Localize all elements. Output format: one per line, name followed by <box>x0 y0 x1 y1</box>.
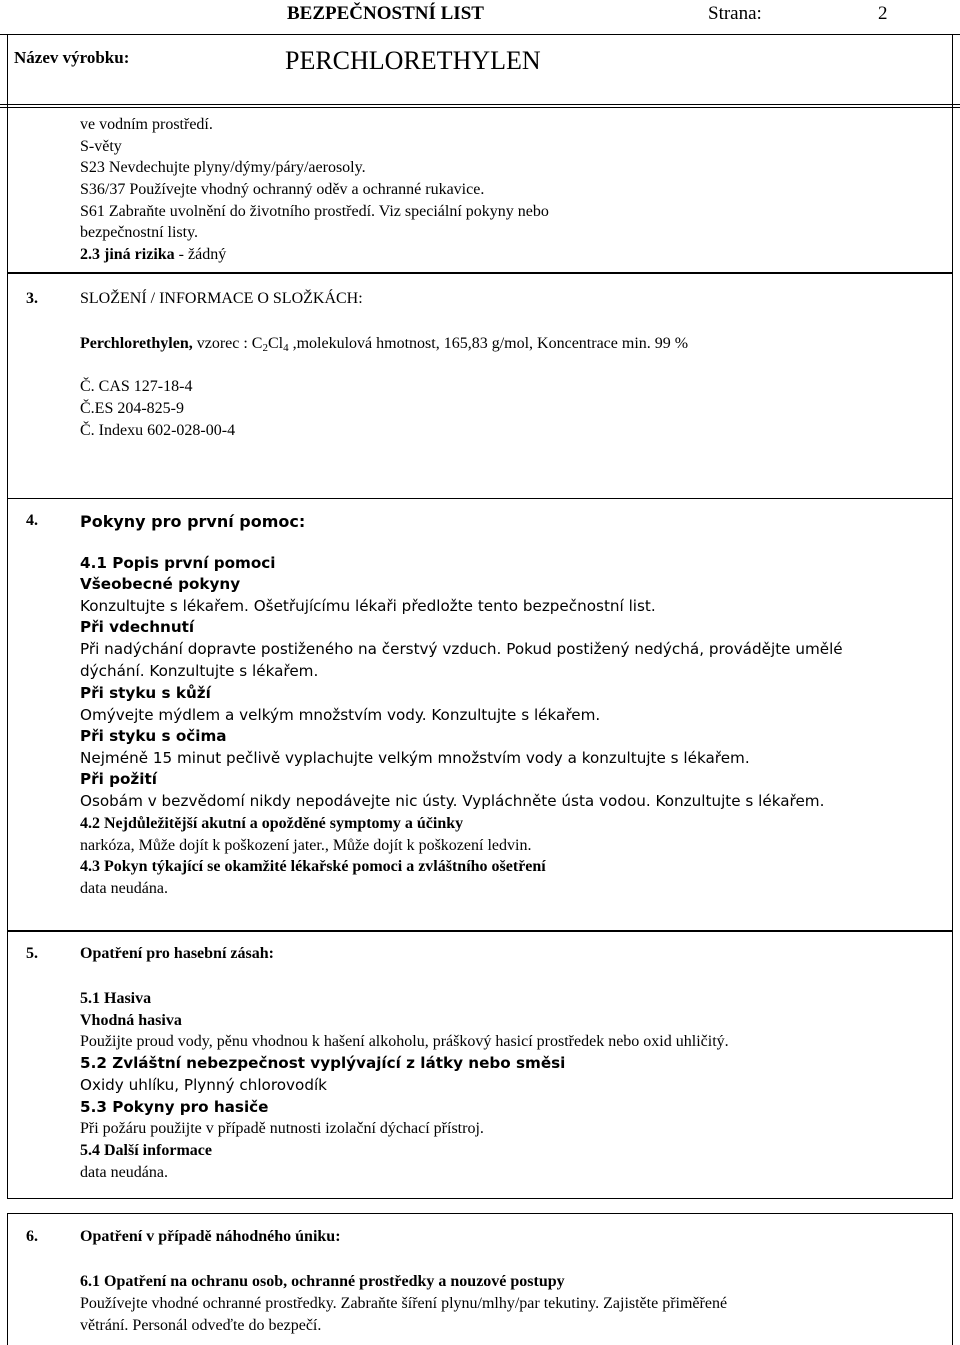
sec2-line-5: S61 Zabraňte uvolnění do životního prostředí. Viz speciální pokyny nebo <box>80 203 549 220</box>
sec5-number: 5. <box>26 945 38 962</box>
sec5-4-text: data neudána. <box>80 1164 168 1181</box>
sec3-composition <box>80 333 688 355</box>
sec4-ingestion-text: Osobám v bezvědomí nikdy nepodávejte nic ústy. Vypláchněte ústa vodou. Konzultujte s lékařem. <box>80 792 825 810</box>
sec5-3-text: Při požáru použijte v případě nutnosti izolační dýchací přístroj. <box>80 1120 484 1137</box>
sec4-general-title: Všeobecné pokyny <box>80 575 241 593</box>
sec4-1-title: 4.1 Popis první pomoci <box>80 554 276 572</box>
sec4-skin-title: Při styku s kůží <box>80 684 211 702</box>
sec6-title: Opatření v případě náhodného úniku: <box>80 1228 341 1245</box>
sec6-1-text-1: Používejte vhodné ochranné prostředky. Zabraňte šíření plynu/mlhy/par tekutiny. Zajistěte přiměřené <box>80 1295 728 1312</box>
sec4-3-text: data neudána. <box>80 880 168 897</box>
es-number: Č.ES 204-825-9 <box>80 400 184 417</box>
sec4-inhalation-title: Při vdechnutí <box>80 618 195 636</box>
sec5-2-text: Oxidy uhlíku, Plynný chlorovodík <box>80 1076 327 1094</box>
sec3-title: SLOŽENÍ / INFORMACE O SLOŽKÁCH: <box>80 290 363 307</box>
sec4-ingestion-title: Při požití <box>80 770 157 788</box>
formula-sub-2: 4 <box>283 342 289 354</box>
frame-right <box>952 34 953 108</box>
sec4-2-title: 4.2 Nejdůležitější akutní a opožděné symptomy a účinky <box>80 815 464 832</box>
formula-mid: Cl <box>267 335 284 352</box>
sec5-suitable-title: Vhodná hasiva <box>80 1012 182 1029</box>
sec6-1-title: 6.1 Opatření na ochranu osob, ochranné prostředky a nouzové postupy <box>80 1273 565 1290</box>
header-rule-double-1 <box>0 104 960 105</box>
sec2-line-3: S23 Nevdechujte plyny/dýmy/páry/aerosoly. <box>80 159 366 176</box>
sec2-line-2: S-věty <box>80 138 122 155</box>
sec4-skin-text: Omývejte mýdlem a velkým množstvím vody. Konzultujte s lékařem. <box>80 706 601 724</box>
product-label: Název výrobku: <box>14 48 130 67</box>
sec3-number: 3. <box>26 290 38 307</box>
sec4-eye-title: Při styku s očima <box>80 727 227 745</box>
formula-sub-1: 2 <box>262 342 268 354</box>
sec4-2-text: narkóza, Může dojít k poškození jater., Může dojít k poškození ledvin. <box>80 837 532 854</box>
sec4-title: Pokyny pro první pomoc: <box>80 512 306 531</box>
index-number: Č. Indexu 602-028-00-4 <box>80 422 236 439</box>
sec5-3-title: 5.3 Pokyny pro hasiče <box>80 1098 269 1116</box>
substance-name: Perchlorethylen, <box>80 335 193 352</box>
sec4-inhalation-text-1: Při nadýchání dopravte postiženého na čerstvý vzduch. Pokud postižený nedýchá, provádějte umělé <box>80 640 843 658</box>
formula-prefix: vzorec : C <box>192 335 263 352</box>
sec5-4-title: 5.4 Další informace <box>80 1142 212 1159</box>
sec2-line-6: bezpečnostní listy. <box>80 224 199 241</box>
sec2-line-4: S36/37 Používejte vhodný ochranný oděv a ochranné rukavice. <box>80 181 485 198</box>
other-hazards-title: 2.3 jiná rizika <box>80 246 175 263</box>
sec4-3-title: 4.3 Pokyn týkající se okamžité lékařské pomoci a zvláštního ošetření <box>80 858 546 875</box>
sec6-1-text-2: větrání. Personál odveďte do bezpečí. <box>80 1317 322 1334</box>
other-hazards-value: - žádný <box>174 246 227 263</box>
sec4-eye-text: Nejméně 15 minut pečlivě vyplachujte velkým množstvím vody a konzultujte s lékařem. <box>80 749 750 767</box>
page-label: Strana: <box>708 3 762 24</box>
page-number: 2 <box>878 3 888 24</box>
sec2-other-hazards <box>80 244 226 266</box>
frame-left <box>7 34 8 108</box>
sec5-suitable-text: Použijte proud vody, pěnu vhodnou k hašení alkoholu, práškový hasicí prostředek nebo oxid uhličitý. <box>80 1033 729 1050</box>
header-rule-top <box>0 34 960 35</box>
sec5-1-title: 5.1 Hasiva <box>80 990 152 1007</box>
sec5-title: Opatření pro hasební zásah: <box>80 945 274 962</box>
sec4-general-text: Konzultujte s lékařem. Ošetřujícímu lékaři předložte tento bezpečnostní list. <box>80 597 656 615</box>
document-title: BEZPEČNOSTNÍ LIST <box>287 3 484 24</box>
formula-rest: ,molekulová hmotnost, 165,83 g/mol, Koncentrace min. 99 % <box>288 335 689 352</box>
sec6-number: 6. <box>26 1228 38 1245</box>
sec4-inhalation-text-2: dýchání. Konzultujte s lékařem. <box>80 662 319 680</box>
sec5-2-title: 5.2 Zvláštní nebezpečnost vyplývající z látky nebo směsi <box>80 1054 566 1072</box>
sec2-line-1: ve vodním prostředí. <box>80 116 213 133</box>
cas-number: Č. CAS 127-18-4 <box>80 378 193 395</box>
sec4-number: 4. <box>26 512 38 529</box>
product-name: PERCHLORETHYLEN <box>285 46 541 75</box>
